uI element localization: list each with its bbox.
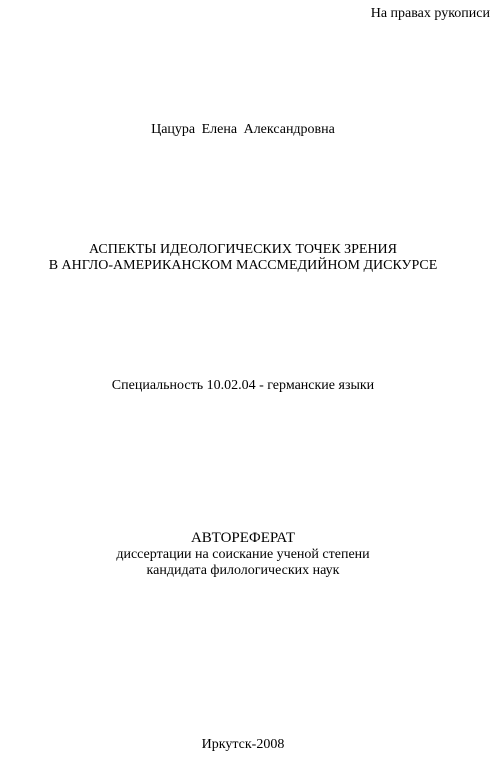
title-line-1: АСПЕКТЫ ИДЕОЛОГИЧЕСКИХ ТОЧЕК ЗРЕНИЯ <box>88 242 398 257</box>
city-year: Иркутск-2008 <box>201 737 285 752</box>
abstract-block <box>0 530 486 579</box>
author-name: Цацура Елена Александровна <box>151 122 335 137</box>
title-line-2: В АНГЛО-АМЕРИКАНСКОМ МАССМЕДИЙНОМ ДИСКУРСЕ <box>48 258 438 273</box>
abstract-line-2: кандидата филологических наук <box>146 563 340 578</box>
specialty-line: Специальность 10.02.04 - германские языки <box>111 378 375 393</box>
rights-note: На правах рукописи <box>370 6 490 21</box>
document-title <box>0 242 486 274</box>
abstract-line-1: диссертации на соискание ученой степени <box>116 547 370 562</box>
abstract-heading: АВТОРЕФЕРАТ <box>190 530 296 546</box>
